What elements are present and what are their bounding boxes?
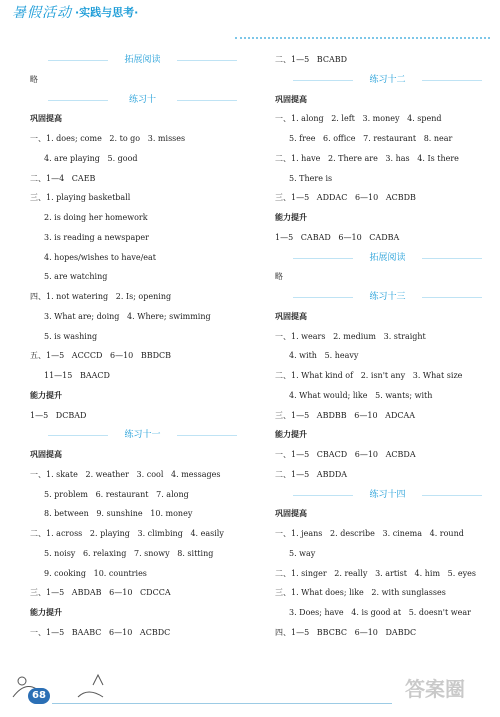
answer-line: 四、1—5 BBCBC 6—10 DABDC (275, 627, 417, 637)
answer-line: 5. free 6. office 7. restaurant 8. near (289, 134, 453, 143)
answer-line: 二、1—5 BCABD (275, 55, 348, 64)
answer-line: 四、1. not watering 2. Is; opening (30, 292, 172, 301)
answer-line: 3. Does; have 4. is good at 5. doesn't wear (289, 608, 471, 617)
answer-line: 1—5 DCBAD (30, 410, 87, 420)
section-title-text: 练习十 (128, 94, 156, 105)
header-dotted-rule (235, 37, 490, 39)
answer-line: 5. noisy 6. relaxing 7. snowy 8. sitting (44, 548, 214, 558)
brand-subtitle: ·实践与思考· (75, 6, 139, 19)
watermark-stamp: 答案圈 (405, 677, 465, 701)
answer-line: 5. problem 6. restaurant 7. along (44, 489, 189, 499)
answer-line: 4. are playing 5. good (44, 153, 138, 163)
section-title (275, 292, 500, 303)
answer-line: 一、1. jeans 2. describe 3. cinema 4. round (275, 529, 464, 538)
answer-line: 5. are watching (44, 272, 108, 282)
subsection-heading: 巩固提高 (275, 94, 307, 104)
section-title (30, 95, 255, 106)
section-title (30, 55, 255, 66)
answer-line: 4. with 5. heavy (289, 351, 359, 361)
answer-line: 三、1—5 ADDAC 6—10 ACBDB (275, 193, 416, 203)
answer-line: 9. cooking 10. countries (44, 568, 147, 578)
answer-line: 2. is doing her homework (44, 213, 148, 222)
answer-line: 三、1. playing basketball (30, 193, 131, 203)
section-title (30, 430, 255, 441)
answer-line: 一、1. skate 2. weather 3. cool 4. messages (30, 469, 221, 479)
answer-line: 3. What are; doing 4. Where; swimming (44, 311, 211, 321)
answer-line: 1—5 CABAD 6—10 CADBA (275, 232, 400, 242)
answer-line: 5. way (289, 548, 316, 558)
section-title-text: 拓展阅读 (124, 55, 161, 65)
section-title-text: 练习十四 (369, 489, 406, 500)
section-title-text: 拓展阅读 (369, 252, 406, 263)
answer-line: 一、1. along 2. left 3. money 4. spend (275, 114, 442, 124)
subsection-heading: 巩固提高 (30, 450, 62, 459)
subsection-heading: 能力提升 (275, 213, 307, 222)
answer-line: 5. is washing (44, 331, 98, 341)
answer-line: 二、1—4 CAEB (30, 173, 96, 183)
left-column (30, 55, 255, 648)
subsection-heading: 能力提升 (275, 430, 307, 440)
footer-rule (52, 703, 392, 704)
answer-line: 略 (30, 74, 38, 84)
page-header (0, 0, 500, 40)
answer-line: 三、1. What does; like 2. with sunglasses (275, 588, 446, 598)
subsection-heading: 能力提升 (30, 608, 62, 617)
answer-line: 三、1—5 ABDBB 6—10 ADCAA (275, 410, 416, 420)
answer-line: 一、1. wears 2. medium 3. straight (275, 331, 426, 341)
answer-line: 5. There is (289, 173, 333, 183)
answer-line: 4. hopes/wishes to have/eat (44, 252, 157, 262)
answer-line: 二、1. singer 2. really 3. artist 4. him 5. eyes (275, 568, 476, 578)
answer-line: 二、1. across 2. playing 3. climbing 4. easily (30, 529, 224, 538)
section-title-text: 练习十一 (124, 430, 161, 441)
answer-line: 一、1—5 CBACD 6—10 ACBDA (275, 450, 416, 459)
answer-line: 8. between 9. sunshine 10. money (44, 509, 193, 519)
subsection-heading: 巩固提高 (30, 114, 62, 124)
answer-line: 略 (275, 272, 283, 282)
brand-script: 暑假活动 (12, 5, 72, 21)
answer-line: 五、1—5 ACCCD 6—10 BBDCB (30, 351, 172, 361)
section-title-text: 练习十二 (369, 74, 406, 85)
answer-line: 一、1. does; come 2. to go 3. misses (30, 134, 186, 143)
answer-line: 11—15 BAACD (44, 371, 110, 380)
answer-line: 二、1—5 ABDDA (275, 469, 348, 479)
page-footer (0, 655, 500, 717)
subsection-heading: 巩固提高 (275, 311, 307, 321)
section-title (275, 75, 500, 86)
subsection-heading: 能力提升 (30, 390, 62, 400)
answer-line: 一、1—5 BAABC 6—10 ACBDC (30, 627, 171, 637)
answer-line: 4. What would; like 5. wants; with (289, 390, 433, 400)
answer-line: 3. is reading a newspaper (44, 232, 149, 242)
section-title (275, 490, 500, 501)
section-title (275, 253, 500, 264)
cartoon-decoration-icon (8, 667, 118, 707)
answer-line: 二、1. What kind of 2. isn't any 3. What size (275, 371, 463, 380)
right-column (275, 55, 500, 648)
answer-line: 三、1—5 ABDAB 6—10 CDCCA (30, 588, 171, 598)
page-number: 68 (28, 688, 50, 704)
section-title-text: 练习十三 (369, 292, 406, 302)
subsection-heading: 巩固提高 (275, 509, 307, 519)
answer-line: 二、1. have 2. There are 3. has 4. Is there (275, 153, 459, 163)
book-brand (12, 2, 138, 22)
